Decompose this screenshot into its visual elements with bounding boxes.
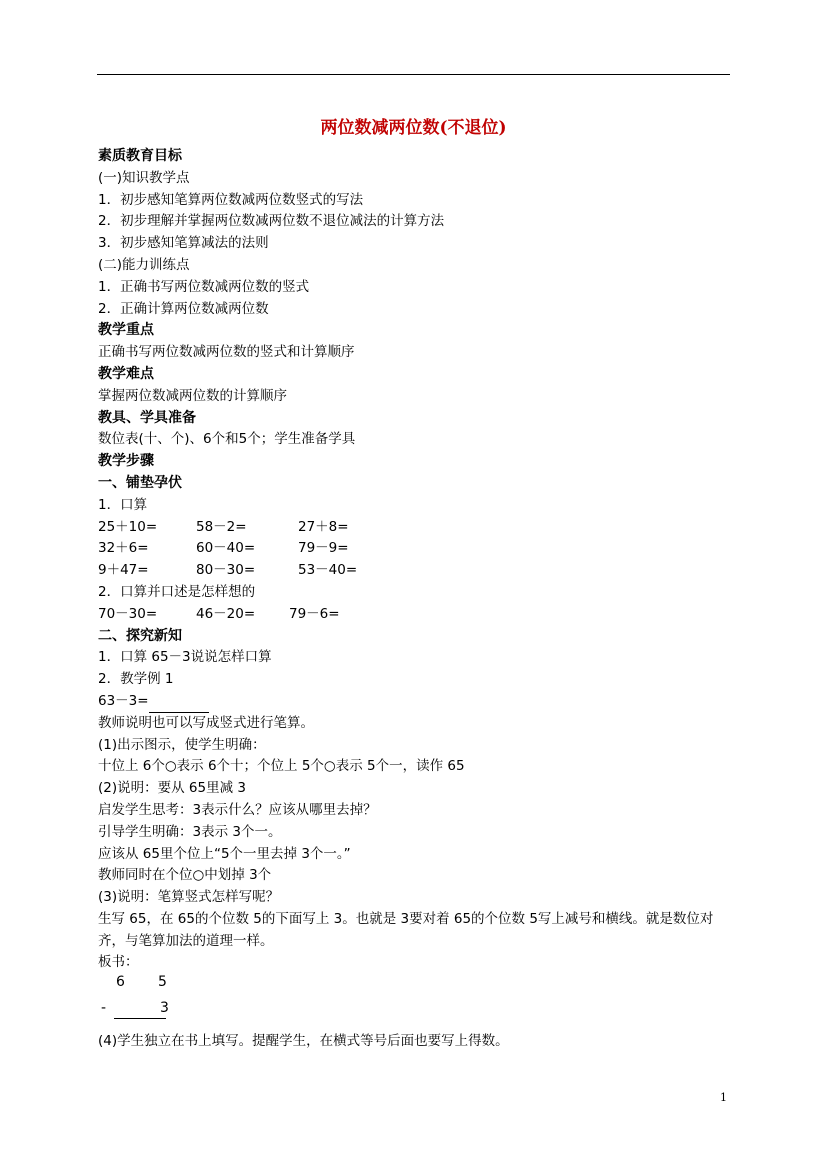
difficulty-text: 掌握两位数减两位数的计算顺序 bbox=[98, 387, 287, 404]
point-3-detail: 生写 65，在 65的个位数 5的下面写上 3。也就是 3要对着 65的个位数 5写上减号和横线。就是数位对齐，与笔算加法的道理一样。 bbox=[98, 910, 714, 949]
oral-cell: 27＋8= bbox=[298, 518, 349, 535]
ability-heading: (二)能力训练点 bbox=[98, 256, 190, 273]
ones-digit: 5 bbox=[158, 974, 167, 990]
focus-text: 正确书写两位数减两位数的竖式和计算顺序 bbox=[98, 344, 355, 361]
section-1-heading: 一、铺垫孕伏 bbox=[98, 474, 182, 491]
oral-cell: 32＋6= bbox=[98, 540, 149, 557]
point-4: (4)学生独立在书上填写。提醒学生，在横式等号后面也要写上得数。 bbox=[98, 1033, 509, 1049]
minus-sign: - bbox=[101, 1000, 107, 1016]
oral-cell: 70－30= bbox=[98, 605, 158, 622]
difficulty-heading: 教学难点 bbox=[98, 365, 154, 382]
oral-cell: 25＋10= bbox=[98, 518, 158, 535]
header-rule bbox=[97, 74, 730, 75]
oral-cell: 53－40= bbox=[298, 562, 358, 579]
oral-cell: 46－20= bbox=[196, 605, 256, 622]
section-2-item-2: 2．教学例 1 bbox=[98, 671, 174, 688]
knowledge-item-2: 2．初步理解并掌握两位数减两位数不退位减法的计算方法 bbox=[98, 213, 445, 230]
steps-heading: 教学步骤 bbox=[98, 453, 154, 470]
knowledge-item-3: 3．初步感知笔算减法的法则 bbox=[98, 235, 269, 252]
oral-cell: 79－9= bbox=[298, 540, 349, 557]
prep-text: 数位表(十、个)、6个和5个；学生准备学具 bbox=[98, 431, 356, 448]
tens-digit: 6 bbox=[116, 974, 125, 990]
oral-row-4 bbox=[98, 604, 738, 626]
equation-text: 63－3= bbox=[98, 692, 149, 709]
ability-item-1: 1．正确书写两位数减两位数的竖式 bbox=[98, 278, 310, 295]
ability-item-2: 2．正确计算两位数减两位数 bbox=[98, 300, 269, 317]
point-1-detail: 十位上 6个○表示 6个十；个位上 5个○表示 5个一，读作 65 bbox=[98, 758, 465, 775]
oral-row-3 bbox=[98, 560, 738, 582]
answer-blank bbox=[149, 698, 209, 713]
prep-heading: 教具、学具准备 bbox=[98, 409, 196, 426]
point-1: (1)出示图示，使学生明确： bbox=[98, 736, 266, 753]
vertical-subtraction bbox=[98, 972, 218, 1022]
section-1-item-1: 1．口算 bbox=[98, 496, 148, 513]
point-2-question: 启发学生思考：3表示什么？应该从哪里去掉？ bbox=[98, 801, 377, 818]
oral-row-2 bbox=[98, 538, 738, 560]
section-2-heading: 二、探究新知 bbox=[98, 627, 182, 644]
section-2-item-1: 1．口算 65－3说说怎样口算 bbox=[98, 649, 272, 666]
knowledge-heading: (一)知识教学点 bbox=[98, 169, 190, 186]
knowledge-item-1: 1．初步感知笔算两位数减两位数竖式的写法 bbox=[98, 191, 364, 208]
oral-cell: 9＋47= bbox=[98, 562, 149, 579]
page-number: 1 bbox=[720, 1091, 727, 1104]
subtrahend-digit: 3 bbox=[160, 1000, 169, 1016]
oral-cell: 60－40= bbox=[196, 540, 256, 557]
vertical-rule bbox=[114, 1018, 166, 1019]
oral-cell: 80－30= bbox=[196, 562, 256, 579]
document-body bbox=[98, 146, 738, 974]
board-label: 板书： bbox=[98, 954, 139, 971]
point-3: (3)说明：笔算竖式怎样写呢？ bbox=[98, 889, 280, 906]
example-equation bbox=[98, 691, 738, 713]
oral-cell: 79－6= bbox=[289, 605, 340, 622]
focus-heading: 教学重点 bbox=[98, 322, 154, 339]
teacher-note: 教师说明也可以写成竖式进行笔算。 bbox=[98, 714, 314, 731]
point-2-guide: 引导学生明确：3表示 3个一。 bbox=[98, 823, 282, 840]
point-2-method: 应该从 65里个位上“5个一里去掉 3个一。” bbox=[98, 845, 351, 862]
section-1-item-2: 2．口算并口述是怎样想的 bbox=[98, 583, 256, 600]
document-title: 两位数减两位数(不退位) bbox=[320, 118, 507, 138]
oral-cell: 58－2= bbox=[196, 518, 247, 535]
goals-heading: 素质教育目标 bbox=[98, 148, 182, 164]
point-2-teacher: 教师同时在个位○中划掉 3个 bbox=[98, 867, 272, 884]
point-2: (2)说明：要从 65里减 3 bbox=[98, 780, 246, 797]
oral-row-1 bbox=[98, 517, 738, 539]
